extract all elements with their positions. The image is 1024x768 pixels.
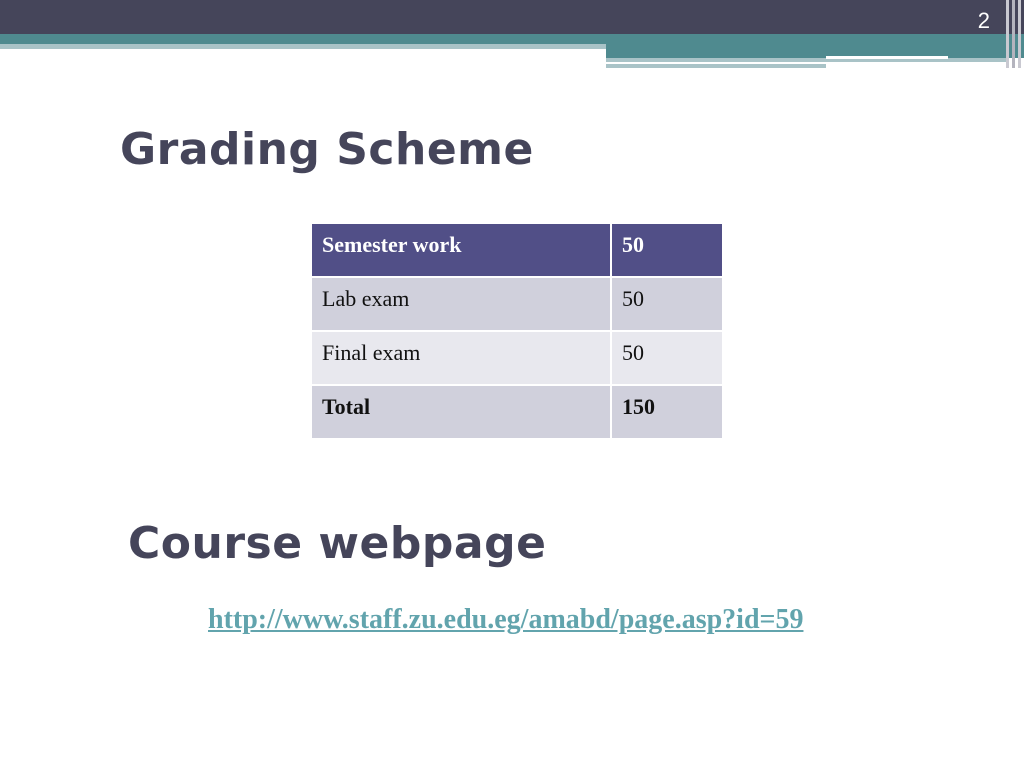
banner-teal-stripe bbox=[0, 34, 1024, 44]
banner-vertical-bar bbox=[1006, 0, 1009, 68]
banner-right-block bbox=[606, 44, 1024, 58]
grading-scheme-title: Grading Scheme bbox=[120, 124, 534, 175]
table-cell-label: Lab exam bbox=[311, 277, 611, 331]
table-cell-value: 50 bbox=[611, 277, 723, 331]
table-cell-value: 150 bbox=[611, 385, 723, 439]
course-webpage-title: Course webpage bbox=[128, 518, 547, 569]
course-webpage-link[interactable]: http://www.staff.zu.edu.eg/amabd/page.asp?id=59 bbox=[208, 604, 804, 635]
banner-vertical-bar bbox=[1012, 0, 1015, 68]
banner-white-line bbox=[826, 56, 948, 59]
table-cell-label: Total bbox=[311, 385, 611, 439]
top-banner bbox=[0, 0, 1024, 34]
table-cell-value: 50 bbox=[611, 331, 723, 385]
banner-right-line bbox=[606, 64, 826, 68]
table-row bbox=[311, 223, 723, 277]
table-row-total bbox=[311, 385, 723, 439]
table-row bbox=[311, 277, 723, 331]
banner-light-stripe bbox=[0, 44, 606, 49]
banner-vertical-bar bbox=[1018, 0, 1021, 68]
table-cell-label: Semester work bbox=[311, 223, 611, 277]
table-row bbox=[311, 331, 723, 385]
table-cell-value: 50 bbox=[611, 223, 723, 277]
table-cell-label: Final exam bbox=[311, 331, 611, 385]
grading-table bbox=[310, 222, 724, 440]
slide-number: 2 bbox=[977, 8, 990, 33]
